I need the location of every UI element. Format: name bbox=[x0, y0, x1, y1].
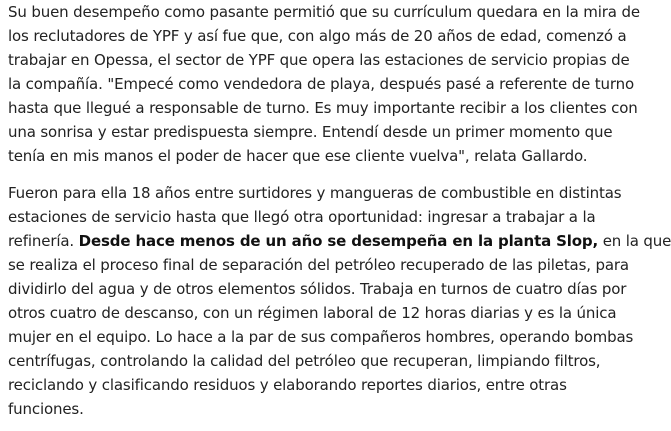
text-segment: en la que bbox=[598, 232, 671, 250]
text-line: reciclando y clasificando residuos y elaborando reportes diarios, entre otras bbox=[8, 376, 567, 394]
text-line: otros cuatro de descanso, con un régimen laboral de 12 horas diarias y es la única bbox=[8, 304, 617, 322]
text-line: estaciones de servicio hasta que llegó otra oportunidad: ingresar a trabajar a la bbox=[8, 208, 596, 226]
paragraph-2 bbox=[8, 181, 671, 421]
text-line: trabajar en Opessa, el sector de YPF que opera las estaciones de servicio propias de bbox=[8, 51, 630, 69]
text-line: mujer en el equipo. Lo hace a la par de sus compañeros hombres, operando bombas bbox=[8, 328, 634, 346]
text-line: centrífugas, controlando la calidad del petróleo que recuperan, limpiando filtros, bbox=[8, 352, 601, 370]
text-line: dividirlo del agua y de otros elementos sólidos. Trabaja en turnos de cuatro días por bbox=[8, 280, 627, 298]
bold-highlight: Desde hace menos de un año se desempeña en la planta Slop, bbox=[78, 232, 599, 250]
text-line: Su buen desempeño como pasante permitió que su currículum quedara en la mira de bbox=[8, 3, 640, 21]
text-line: tenía en mis manos el poder de hacer que ese cliente vuelva", relata Gallardo. bbox=[8, 147, 588, 165]
text-line: la compañía. "Empecé como vendedora de playa, después pasé a referente de turno bbox=[8, 75, 634, 93]
text-line: se realiza el proceso final de separación del petróleo recuperado de las piletas, para bbox=[8, 256, 629, 274]
text-line: funciones. bbox=[8, 400, 84, 418]
text-line: los reclutadores de YPF y así fue que, con algo más de 20 años de edad, comenzó a bbox=[8, 27, 627, 45]
text-line: Fueron para ella 18 años entre surtidores y mangueras de combustible en distintas bbox=[8, 184, 622, 202]
text-segment: refinería. bbox=[8, 232, 79, 250]
paragraph-1 bbox=[8, 0, 653, 168]
text-line: una sonrisa y estar predispuesta siempre. Entendí desde un primer momento que bbox=[8, 123, 613, 141]
text-line bbox=[8, 229, 671, 253]
text-line: hasta que llegué a responsable de turno. Es muy importante recibir a los clientes con bbox=[8, 99, 638, 117]
